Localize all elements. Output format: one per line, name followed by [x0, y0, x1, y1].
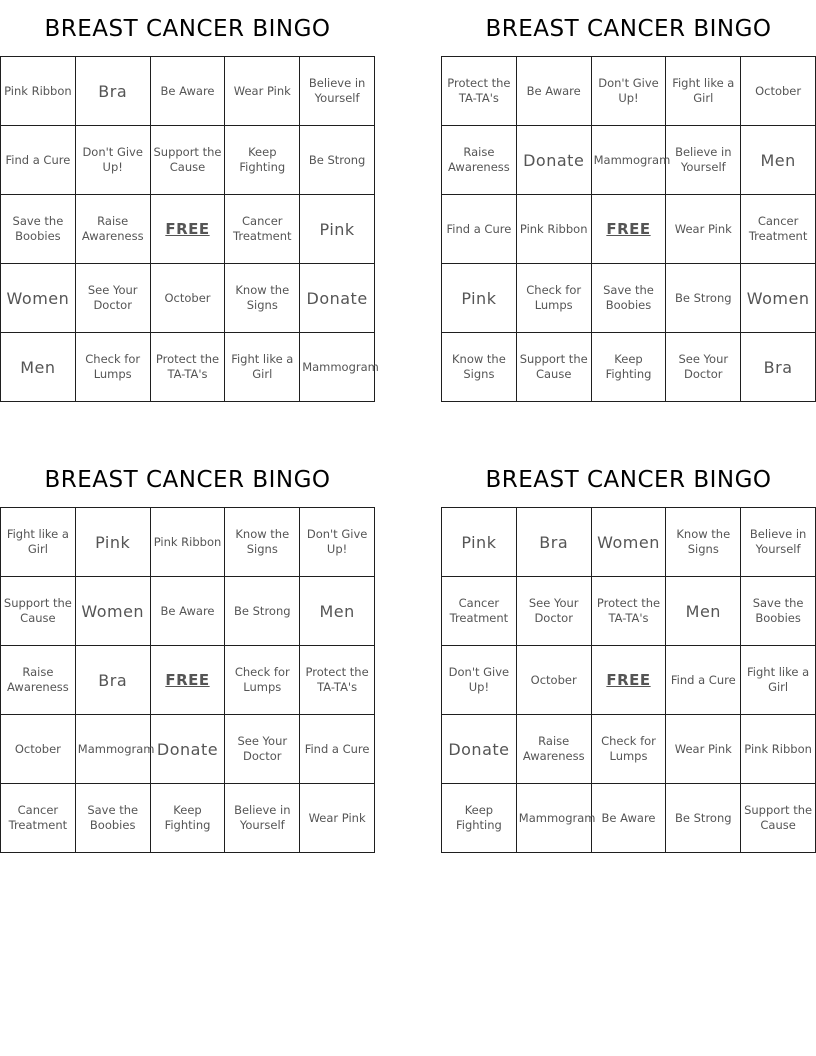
- bingo-cell: See Your Doctor: [666, 333, 741, 402]
- bingo-cell: See Your Doctor: [225, 715, 300, 784]
- card-title: BREAST CANCER BINGO: [485, 16, 772, 42]
- bingo-cell: Protect the TA-TA's: [591, 577, 666, 646]
- bingo-cell: Support the Cause: [150, 126, 225, 195]
- bingo-cell: Pink Ribbon: [150, 508, 225, 577]
- grid-row: [1, 57, 375, 126]
- bingo-cell: Cancer Treatment: [741, 195, 816, 264]
- card-title: BREAST CANCER BINGO: [44, 16, 331, 42]
- bingo-cell: Support the Cause: [516, 333, 591, 402]
- bingo-cell: Believe in Yourself: [741, 508, 816, 577]
- grid-row: [442, 333, 816, 402]
- bingo-cell: Be Strong: [666, 784, 741, 853]
- bingo-cell: Be Strong: [666, 264, 741, 333]
- bingo-cell: Be Aware: [150, 577, 225, 646]
- grid-row: [442, 646, 816, 715]
- bingo-cell: Donate: [300, 264, 375, 333]
- bingo-cell: Raise Awareness: [516, 715, 591, 784]
- grid-row: [442, 57, 816, 126]
- bingo-cell: Raise Awareness: [1, 646, 76, 715]
- bingo-cell: Bra: [741, 333, 816, 402]
- bingo-cell: Be Strong: [300, 126, 375, 195]
- bingo-cell: Find a Cure: [442, 195, 517, 264]
- bingo-cell: Protect the TA-TA's: [150, 333, 225, 402]
- grid-row: [442, 264, 816, 333]
- bingo-cell: Raise Awareness: [75, 195, 150, 264]
- bingo-cell: Save the Boobies: [1, 195, 76, 264]
- bingo-cell: Women: [741, 264, 816, 333]
- bingo-cell: Cancer Treatment: [225, 195, 300, 264]
- bingo-grid: [441, 56, 816, 402]
- grid-row: [1, 508, 375, 577]
- bingo-cell: Mammogram: [300, 333, 375, 402]
- bingo-cell: Pink: [300, 195, 375, 264]
- bingo-cell: Know the Signs: [225, 264, 300, 333]
- bingo-cell: Don't Give Up!: [591, 57, 666, 126]
- bingo-cell: Wear Pink: [300, 784, 375, 853]
- bingo-cell: Don't Give Up!: [300, 508, 375, 577]
- bingo-cell: Bra: [516, 508, 591, 577]
- bingo-cell: October: [516, 646, 591, 715]
- bingo-cell: Pink: [442, 508, 517, 577]
- free-cell: FREE: [150, 195, 225, 264]
- bingo-card-4: [441, 451, 816, 853]
- bingo-cell: Check for Lumps: [591, 715, 666, 784]
- bingo-cell: Wear Pink: [666, 195, 741, 264]
- bingo-cell: Find a Cure: [666, 646, 741, 715]
- grid-row: [442, 508, 816, 577]
- bingo-cell: Be Aware: [591, 784, 666, 853]
- bingo-cell: Bra: [75, 57, 150, 126]
- bingo-grid: [0, 56, 379, 402]
- card-title: BREAST CANCER BINGO: [485, 467, 772, 493]
- grid-row: [1, 333, 375, 402]
- bingo-cell: Fight like a Girl: [741, 646, 816, 715]
- free-cell: FREE: [591, 195, 666, 264]
- free-cell: FREE: [150, 646, 225, 715]
- bingo-cell: Fight like a Girl: [225, 333, 300, 402]
- bingo-cell: Know the Signs: [442, 333, 517, 402]
- bingo-cell: Don't Give Up!: [75, 126, 150, 195]
- bingo-cell: Cancer Treatment: [1, 784, 76, 853]
- bingo-cell: Protect the TA-TA's: [442, 57, 517, 126]
- bingo-card-3: [0, 451, 375, 853]
- bingo-cell: Fight like a Girl: [666, 57, 741, 126]
- free-cell: FREE: [591, 646, 666, 715]
- grid-row: [442, 126, 816, 195]
- grid-row: [1, 264, 375, 333]
- bingo-cell: See Your Doctor: [516, 577, 591, 646]
- grid-row: [1, 577, 375, 646]
- bingo-cell: Donate: [442, 715, 517, 784]
- bingo-cell: Men: [300, 577, 375, 646]
- bingo-cell: October: [1, 715, 76, 784]
- bingo-cell: Wear Pink: [225, 57, 300, 126]
- bingo-cell: See Your Doctor: [75, 264, 150, 333]
- bingo-cell: Find a Cure: [300, 715, 375, 784]
- grid-row: [1, 715, 375, 784]
- grid-row: [1, 646, 375, 715]
- bingo-cell: Don't Give Up!: [442, 646, 517, 715]
- bingo-cell: Know the Signs: [225, 508, 300, 577]
- bingo-cell: October: [741, 57, 816, 126]
- bingo-cell: Pink Ribbon: [1, 57, 76, 126]
- bingo-cell: Mammogram: [75, 715, 150, 784]
- bingo-cell: Women: [75, 577, 150, 646]
- bingo-cell: Fight like a Girl: [1, 508, 76, 577]
- grid-row: [1, 784, 375, 853]
- bingo-cell: Save the Boobies: [591, 264, 666, 333]
- bingo-cell: Believe in Yourself: [300, 57, 375, 126]
- bingo-cell: Mammogram: [591, 126, 666, 195]
- bingo-cell: Keep Fighting: [442, 784, 517, 853]
- bingo-cell: Men: [741, 126, 816, 195]
- grid-row: [442, 577, 816, 646]
- bingo-cell: Cancer Treatment: [442, 577, 517, 646]
- bingo-cell: Support the Cause: [741, 784, 816, 853]
- bingo-cell: Save the Boobies: [75, 784, 150, 853]
- bingo-cell: Men: [1, 333, 76, 402]
- bingo-grid: [0, 507, 375, 853]
- grid-row: [442, 784, 816, 853]
- bingo-cell: Keep Fighting: [225, 126, 300, 195]
- card-title: BREAST CANCER BINGO: [44, 467, 331, 493]
- bingo-cell: Donate: [150, 715, 225, 784]
- grid-row: [442, 195, 816, 264]
- bingo-cell: Check for Lumps: [516, 264, 591, 333]
- bingo-cell: Believe in Yourself: [225, 784, 300, 853]
- bingo-cell: Be Aware: [150, 57, 225, 126]
- bingo-cell: Find a Cure: [1, 126, 76, 195]
- bingo-cell: Pink Ribbon: [741, 715, 816, 784]
- bingo-cell: October: [150, 264, 225, 333]
- bingo-cell: Keep Fighting: [591, 333, 666, 402]
- bingo-cell: Check for Lumps: [75, 333, 150, 402]
- bingo-cell: Support the Cause: [1, 577, 76, 646]
- bingo-grid: [441, 507, 816, 853]
- bingo-cell: Mammogram: [516, 784, 591, 853]
- grid-row: [1, 195, 375, 264]
- grid-row: [442, 715, 816, 784]
- bingo-cell: Believe in Yourself: [666, 126, 741, 195]
- bingo-cell: Pink Ribbon: [516, 195, 591, 264]
- bingo-cell: Pink: [75, 508, 150, 577]
- bingo-cell: Check for Lumps: [225, 646, 300, 715]
- grid-row: [1, 126, 375, 195]
- bingo-cell: Women: [1, 264, 76, 333]
- bingo-cell: Pink: [442, 264, 517, 333]
- bingo-card-2: [441, 0, 816, 402]
- bingo-cell: Men: [666, 577, 741, 646]
- bingo-cell: Keep Fighting: [150, 784, 225, 853]
- bingo-cell: Women: [591, 508, 666, 577]
- bingo-cell: Be Aware: [516, 57, 591, 126]
- bingo-cell: Be Strong: [225, 577, 300, 646]
- bingo-cell: Raise Awareness: [442, 126, 517, 195]
- bingo-cell: Save the Boobies: [741, 577, 816, 646]
- bingo-card-1: [0, 0, 379, 402]
- bingo-cell: Wear Pink: [666, 715, 741, 784]
- bingo-cell: Protect the TA-TA's: [300, 646, 375, 715]
- bingo-cell: Know the Signs: [666, 508, 741, 577]
- bingo-cell: Donate: [516, 126, 591, 195]
- bingo-cell: Bra: [75, 646, 150, 715]
